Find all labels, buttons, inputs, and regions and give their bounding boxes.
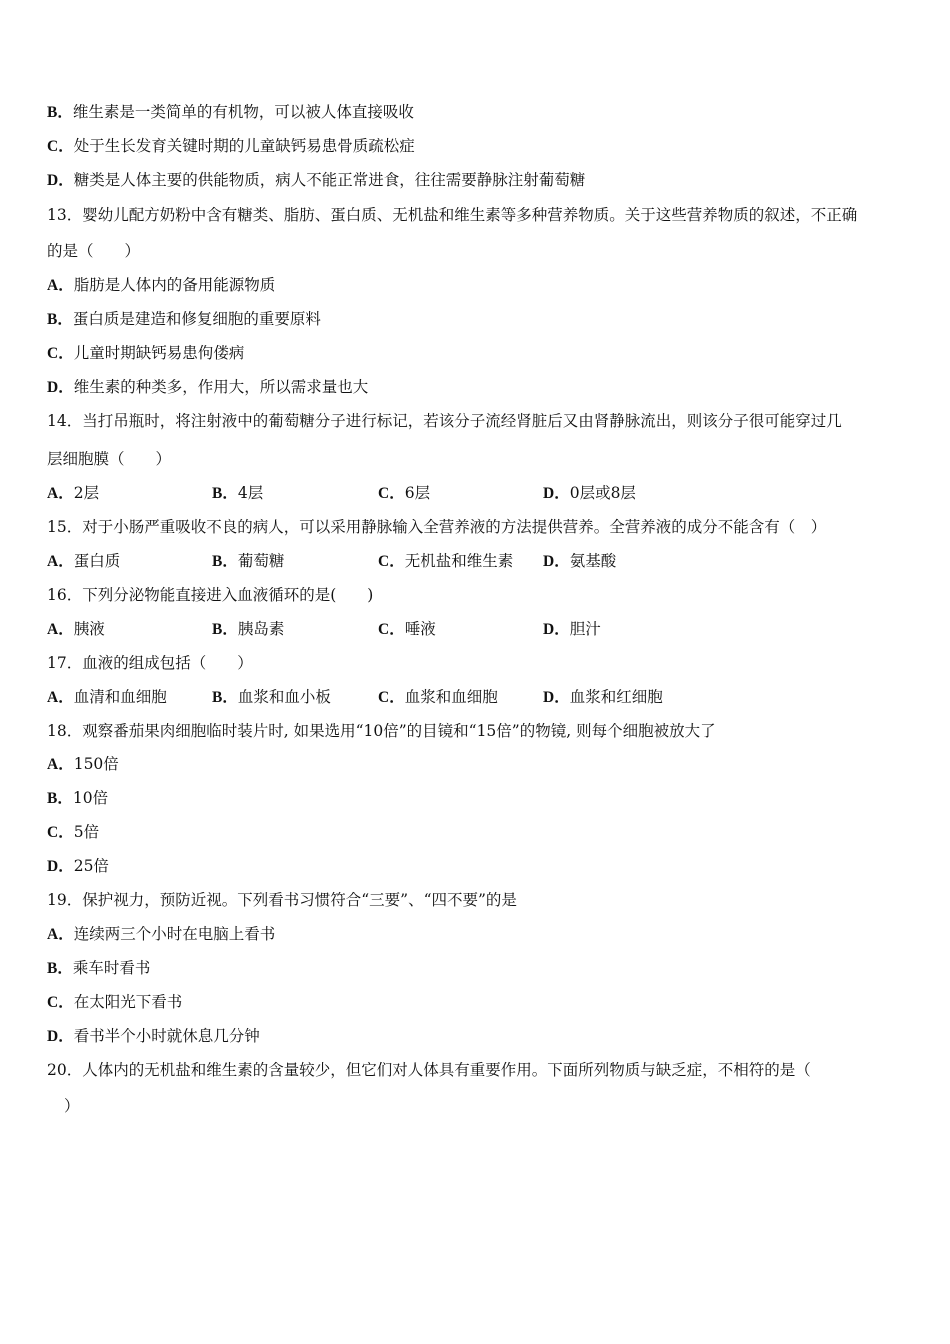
option-letter: A． (47, 485, 74, 502)
option-letter: B． (212, 689, 238, 706)
option-letter: C． (47, 138, 74, 155)
question-line: 19．保护视力，预防近视。下列看书习惯符合“三要”、“四不要”的是 (47, 891, 517, 909)
option-text: 血浆和红细胞 (569, 688, 663, 706)
option-text: 蛋白质 (73, 552, 121, 570)
option-text: 乘车时看书 (72, 959, 151, 977)
option-item (212, 483, 263, 504)
question-line: 的是（ ） (47, 242, 141, 260)
option-text: 蛋白质是建造和修复细胞的重要原料 (72, 310, 321, 328)
option-letter: A． (47, 926, 74, 943)
option-line (47, 136, 415, 157)
option-text: 连续两三个小时在电脑上看书 (73, 925, 276, 943)
question-line: 层细胞膜（ ） (47, 450, 172, 468)
option-line (47, 1026, 260, 1047)
question-line: 16．下列分泌物能直接进入血液循环的是( ) (47, 586, 374, 604)
option-text: 葡萄糖 (237, 552, 285, 570)
option-letter: B． (212, 553, 238, 570)
option-text: 血浆和血小板 (237, 688, 331, 706)
option-letter: D． (543, 689, 570, 706)
option-text: 胰岛素 (237, 620, 285, 638)
option-item (212, 551, 284, 572)
option-line (47, 856, 109, 877)
option-text: 血清和血细胞 (73, 688, 167, 706)
option-line (47, 170, 585, 191)
option-item (543, 551, 616, 572)
option-row (0, 551, 950, 571)
option-text: 25倍 (73, 857, 109, 875)
option-item (47, 619, 105, 640)
option-letter: D． (543, 485, 570, 502)
option-text: 5倍 (73, 823, 100, 841)
option-text: 维生素的种类多，作用大，所以需求量也大 (73, 378, 369, 396)
option-text: 在太阳光下看书 (73, 993, 183, 1011)
option-letter: D． (543, 553, 570, 570)
option-text: 脂肪是人体内的备用能源物质 (73, 276, 276, 294)
option-letter: B． (212, 621, 238, 638)
question-line: 14．当打吊瓶时，将注射液中的葡萄糖分子进行标记，若该分子流经肾脏后又由肾静脉流出，则该分子很可能穿过几 (47, 412, 842, 430)
option-text: 氨基酸 (569, 552, 617, 570)
option-text: 处于生长发育关键时期的儿童缺钙易患骨质疏松症 (73, 137, 415, 155)
option-text: 150倍 (73, 755, 119, 773)
option-text: 6层 (404, 484, 431, 502)
option-text: 维生素是一类简单的有机物，可以被人体直接吸收 (72, 103, 414, 121)
option-line (47, 822, 99, 843)
option-row (0, 619, 950, 639)
option-letter: A． (47, 277, 74, 294)
option-letter: C． (378, 485, 405, 502)
option-item (47, 551, 120, 572)
option-letter: B． (47, 790, 73, 807)
option-row (0, 687, 950, 707)
option-letter: A． (47, 689, 74, 706)
question-line: 20．人体内的无机盐和维生素的含量较少，但它们对人体具有重要作用。下面所列物质与缺乏症，不相符的是（ (47, 1061, 811, 1079)
option-item (543, 483, 636, 504)
option-line (47, 992, 182, 1013)
option-letter: D． (47, 379, 74, 396)
question-line: ） (64, 1097, 80, 1115)
question-line: 17．血液的组成包括（ ） (47, 654, 253, 672)
option-letter: D． (47, 1028, 74, 1045)
option-letter: A． (47, 621, 74, 638)
option-item (378, 687, 498, 708)
option-letter: A． (47, 756, 74, 773)
option-text: 胰液 (73, 620, 105, 638)
option-letter: C． (47, 345, 74, 362)
option-item (378, 483, 430, 504)
option-item (47, 483, 99, 504)
option-text: 血浆和血细胞 (404, 688, 498, 706)
option-line (47, 754, 119, 775)
option-text: 儿童时期缺钙易患佝偻病 (73, 344, 245, 362)
option-letter: D． (47, 858, 74, 875)
option-line (47, 788, 108, 809)
option-text: 0层或8层 (569, 484, 636, 502)
option-letter: B． (47, 104, 73, 121)
option-text: 无机盐和维生素 (404, 552, 514, 570)
option-item (212, 687, 331, 708)
option-letter: C． (378, 553, 405, 570)
option-letter: D． (543, 621, 570, 638)
option-item (47, 687, 167, 708)
option-item (212, 619, 284, 640)
option-text: 胆汁 (569, 620, 601, 638)
option-line (47, 275, 275, 296)
question-line: 13．婴幼儿配方奶粉中含有糖类、脂肪、蛋白质、无机盐和维生素等多种营养物质。关于这些营养物质的叙述，不正确 (47, 206, 858, 224)
option-letter: C． (47, 824, 74, 841)
option-letter: B． (47, 311, 73, 328)
question-line: 18．观察番茄果肉细胞临时装片时, 如果选用“10倍”的目镜和“15倍”的物镜, 则每个细胞被放大了 (47, 722, 716, 740)
option-letter: B． (212, 485, 238, 502)
option-letter: C． (378, 689, 405, 706)
option-line (47, 958, 150, 979)
option-letter: C． (47, 994, 74, 1011)
option-text: 糖类是人体主要的供能物质，病人不能正常进食，往往需要静脉注射葡萄糖 (73, 171, 586, 189)
option-line (47, 924, 275, 945)
option-item (543, 619, 601, 640)
option-letter: A． (47, 553, 74, 570)
option-text: 看书半个小时就休息几分钟 (73, 1027, 260, 1045)
option-row (0, 483, 950, 503)
question-line: 15．对于小肠严重吸收不良的病人，可以采用静脉输入全营养液的方法提供营养。全营养液的成分不能含有（ ） (47, 518, 827, 536)
option-text: 唾液 (404, 620, 436, 638)
option-text: 4层 (237, 484, 264, 502)
option-text: 2层 (73, 484, 100, 502)
option-item (543, 687, 663, 708)
option-text: 10倍 (72, 789, 109, 807)
option-line (47, 102, 414, 123)
option-line (47, 309, 321, 330)
option-line (47, 377, 368, 398)
option-item (378, 551, 513, 572)
option-letter: D． (47, 172, 74, 189)
option-letter: C． (378, 621, 405, 638)
option-letter: B． (47, 960, 73, 977)
option-line (47, 343, 244, 364)
option-item (378, 619, 436, 640)
